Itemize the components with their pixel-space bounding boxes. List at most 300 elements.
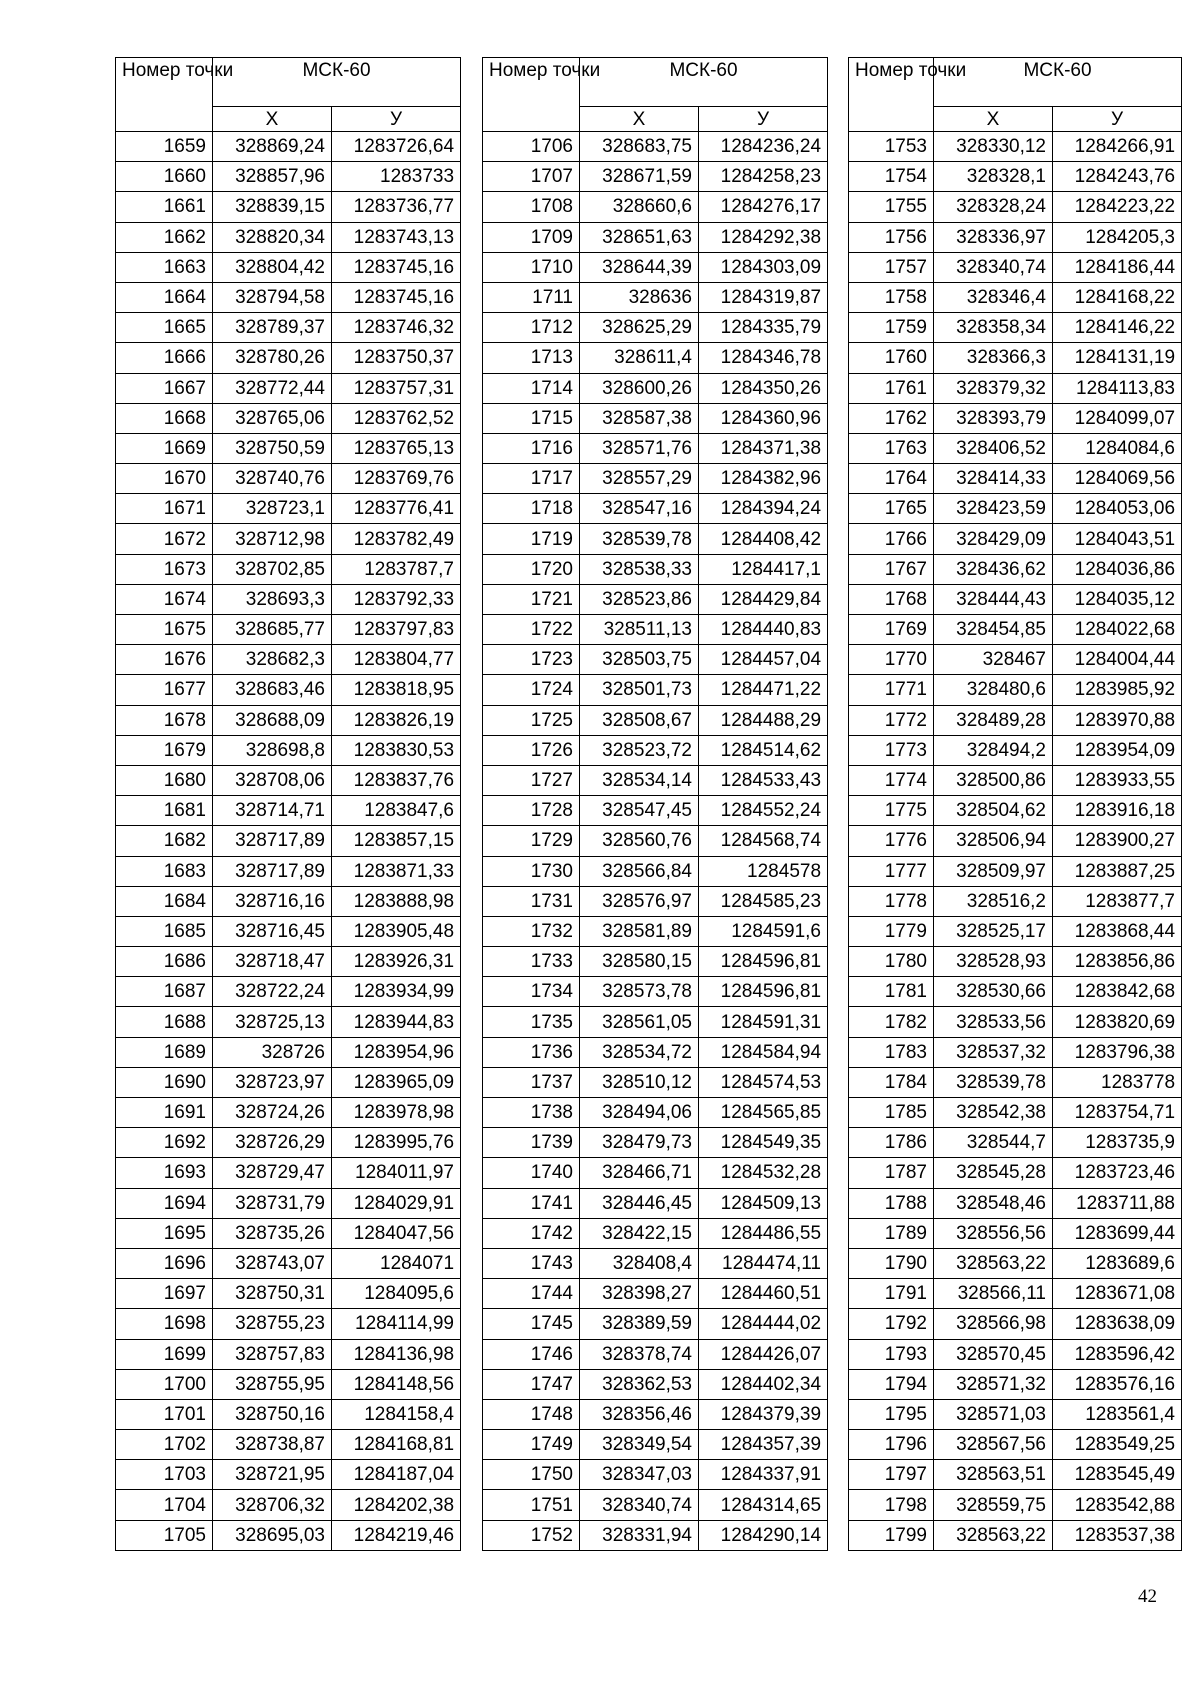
x-coordinate-cell: 328743,07 — [213, 1248, 332, 1278]
point-number-cell: 1793 — [849, 1339, 934, 1369]
y-coordinate-cell: 1283820,69 — [1053, 1007, 1182, 1037]
table-row — [483, 615, 828, 645]
point-number-cell: 1731 — [483, 886, 580, 916]
x-coordinate-cell: 328528,93 — [934, 947, 1053, 977]
x-coordinate-cell: 328539,78 — [934, 1067, 1053, 1097]
y-coordinate-cell: 1284276,17 — [699, 192, 828, 222]
point-number-cell: 1665 — [116, 313, 213, 343]
x-coordinate-cell: 328600,26 — [580, 373, 699, 403]
y-coordinate-cell: 1283877,7 — [1053, 886, 1182, 916]
point-number-cell: 1762 — [849, 403, 934, 433]
point-number-cell: 1708 — [483, 192, 580, 222]
x-coordinate-cell: 328547,45 — [580, 796, 699, 826]
x-coordinate-cell: 328429,09 — [934, 524, 1053, 554]
table-row — [116, 1098, 461, 1128]
point-number-cell: 1726 — [483, 735, 580, 765]
point-number-cell: 1679 — [116, 735, 213, 765]
y-coordinate-cell: 1284223,22 — [1053, 192, 1182, 222]
x-coordinate-cell: 328729,47 — [213, 1158, 332, 1188]
x-coordinate-cell: 328566,98 — [934, 1309, 1053, 1339]
x-coordinate-cell: 328559,75 — [934, 1490, 1053, 1520]
table-row — [116, 1218, 461, 1248]
y-coordinate-cell: 1283826,19 — [332, 705, 461, 735]
point-number-cell: 1767 — [849, 554, 934, 584]
table-row — [116, 826, 461, 856]
point-number-cell: 1683 — [116, 856, 213, 886]
point-number-cell: 1737 — [483, 1067, 580, 1097]
y-coordinate-cell: 1284596,81 — [699, 977, 828, 1007]
x-coordinate-cell: 328331,94 — [580, 1520, 699, 1550]
point-number-cell: 1662 — [116, 222, 213, 252]
point-number-cell: 1693 — [116, 1158, 213, 1188]
table-row — [116, 1399, 461, 1429]
table-row — [116, 1309, 461, 1339]
table-row — [116, 1007, 461, 1037]
table-row — [849, 1490, 1182, 1520]
y-coordinate-cell: 1283757,31 — [332, 373, 461, 403]
table-row — [116, 1128, 461, 1158]
table-row — [483, 645, 828, 675]
x-coordinate-cell: 328581,89 — [580, 916, 699, 946]
y-coordinate-cell: 1284186,44 — [1053, 252, 1182, 282]
x-coordinate-cell: 328436,62 — [934, 554, 1053, 584]
point-number-cell: 1727 — [483, 765, 580, 795]
y-coordinate-cell: 1284319,87 — [699, 282, 828, 312]
y-coordinate-cell: 1283778 — [1053, 1067, 1182, 1097]
table-row — [116, 856, 461, 886]
x-coordinate-cell: 328414,33 — [934, 464, 1053, 494]
table-row — [849, 343, 1182, 373]
table-row — [483, 675, 828, 705]
x-coordinate-cell: 328857,96 — [213, 162, 332, 192]
x-coordinate-cell: 328444,43 — [934, 584, 1053, 614]
y-coordinate-cell: 1284029,91 — [332, 1188, 461, 1218]
x-coordinate-cell: 328804,42 — [213, 252, 332, 282]
x-coordinate-cell: 328467 — [934, 645, 1053, 675]
point-number-cell: 1782 — [849, 1007, 934, 1037]
table-row — [849, 1339, 1182, 1369]
x-coordinate-cell: 328726 — [213, 1037, 332, 1067]
y-coordinate-cell: 1283985,92 — [1053, 675, 1182, 705]
x-coordinate-cell: 328358,34 — [934, 313, 1053, 343]
x-coordinate-cell: 328508,67 — [580, 705, 699, 735]
table-row — [483, 433, 828, 463]
point-number-cell: 1670 — [116, 464, 213, 494]
table-row — [849, 1218, 1182, 1248]
y-coordinate-cell: 1284457,04 — [699, 645, 828, 675]
table-row — [849, 796, 1182, 826]
point-number-cell: 1680 — [116, 765, 213, 795]
point-number-cell: 1754 — [849, 162, 934, 192]
table-row — [849, 584, 1182, 614]
table-row — [849, 433, 1182, 463]
table-row — [116, 464, 461, 494]
table-row — [849, 1520, 1182, 1550]
point-number-cell: 1787 — [849, 1158, 934, 1188]
header-row — [849, 58, 1182, 107]
table-row — [116, 1520, 461, 1550]
x-coordinate-cell: 328423,59 — [934, 494, 1053, 524]
x-coordinate-cell: 328479,73 — [580, 1128, 699, 1158]
x-coordinate-cell: 328336,97 — [934, 222, 1053, 252]
x-coordinate-cell: 328755,23 — [213, 1309, 332, 1339]
table-row — [849, 675, 1182, 705]
y-coordinate-cell: 1283905,48 — [332, 916, 461, 946]
y-coordinate-cell: 1284071 — [332, 1248, 461, 1278]
table-row — [483, 1279, 828, 1309]
x-coordinate-cell: 328393,79 — [934, 403, 1053, 433]
x-coordinate-cell: 328330,12 — [934, 132, 1053, 162]
x-coordinate-cell: 328685,77 — [213, 615, 332, 645]
y-header: У — [699, 107, 828, 132]
point-number-cell: 1716 — [483, 433, 580, 463]
table-row — [483, 1037, 828, 1067]
point-number-cell: 1702 — [116, 1430, 213, 1460]
y-coordinate-cell: 1283887,25 — [1053, 856, 1182, 886]
x-coordinate-cell: 328683,46 — [213, 675, 332, 705]
table-body — [483, 132, 828, 1551]
x-coordinate-cell: 328839,15 — [213, 192, 332, 222]
table-row — [483, 373, 828, 403]
table-row — [483, 282, 828, 312]
point-number-cell: 1719 — [483, 524, 580, 554]
y-coordinate-cell: 1283916,18 — [1053, 796, 1182, 826]
y-coordinate-cell: 1284158,4 — [332, 1399, 461, 1429]
table-row — [483, 916, 828, 946]
y-coordinate-cell: 1283545,49 — [1053, 1460, 1182, 1490]
y-coordinate-cell: 1284591,6 — [699, 916, 828, 946]
y-coordinate-cell: 1283842,68 — [1053, 977, 1182, 1007]
x-coordinate-cell: 328489,28 — [934, 705, 1053, 735]
point-number-cell: 1756 — [849, 222, 934, 252]
x-coordinate-cell: 328651,63 — [580, 222, 699, 252]
x-coordinate-cell: 328504,62 — [934, 796, 1053, 826]
y-coordinate-cell: 1284532,28 — [699, 1158, 828, 1188]
table-row — [116, 584, 461, 614]
coordinate-table-3 — [848, 57, 1182, 1551]
point-number-cell: 1733 — [483, 947, 580, 977]
table-row — [849, 132, 1182, 162]
point-number-cell: 1701 — [116, 1399, 213, 1429]
table-row — [116, 1339, 461, 1369]
y-coordinate-cell: 1284394,24 — [699, 494, 828, 524]
point-number-cell: 1718 — [483, 494, 580, 524]
y-coordinate-cell: 1283856,86 — [1053, 947, 1182, 977]
x-coordinate-cell: 328480,6 — [934, 675, 1053, 705]
point-number-cell: 1780 — [849, 947, 934, 977]
x-coordinate-cell: 328563,22 — [934, 1248, 1053, 1278]
y-coordinate-cell: 1283868,44 — [1053, 916, 1182, 946]
y-coordinate-cell: 1283804,77 — [332, 645, 461, 675]
x-coordinate-cell: 328725,13 — [213, 1007, 332, 1037]
x-coordinate-cell: 328644,39 — [580, 252, 699, 282]
point-number-header: Номер точки — [483, 58, 580, 132]
x-coordinate-cell: 328545,28 — [934, 1158, 1053, 1188]
x-coordinate-cell: 328408,4 — [580, 1248, 699, 1278]
y-coordinate-cell: 1284585,23 — [699, 886, 828, 916]
table-row — [116, 1369, 461, 1399]
point-number-cell: 1684 — [116, 886, 213, 916]
x-coordinate-cell: 328683,75 — [580, 132, 699, 162]
x-coordinate-cell: 328556,56 — [934, 1218, 1053, 1248]
table-body — [116, 132, 461, 1551]
table-row — [116, 977, 461, 1007]
point-number-cell: 1660 — [116, 162, 213, 192]
table-row — [116, 192, 461, 222]
table-row — [849, 1067, 1182, 1097]
x-coordinate-cell: 328571,03 — [934, 1399, 1053, 1429]
table-row — [116, 765, 461, 795]
table-row — [116, 343, 461, 373]
x-coordinate-cell: 328509,97 — [934, 856, 1053, 886]
point-number-cell: 1735 — [483, 1007, 580, 1037]
y-coordinate-cell: 1283726,64 — [332, 132, 461, 162]
x-coordinate-cell: 328362,53 — [580, 1369, 699, 1399]
y-coordinate-cell: 1284350,26 — [699, 373, 828, 403]
point-number-cell: 1690 — [116, 1067, 213, 1097]
table-row — [116, 313, 461, 343]
point-number-cell: 1732 — [483, 916, 580, 946]
x-coordinate-cell: 328750,16 — [213, 1399, 332, 1429]
point-number-cell: 1742 — [483, 1218, 580, 1248]
table-row — [483, 796, 828, 826]
point-number-cell: 1748 — [483, 1399, 580, 1429]
table-row — [116, 735, 461, 765]
table-row — [483, 856, 828, 886]
y-coordinate-cell: 1284022,68 — [1053, 615, 1182, 645]
x-coordinate-cell: 328547,16 — [580, 494, 699, 524]
point-number-cell: 1797 — [849, 1460, 934, 1490]
table-row — [116, 433, 461, 463]
y-coordinate-cell: 1284095,6 — [332, 1279, 461, 1309]
x-coordinate-cell: 328717,89 — [213, 856, 332, 886]
y-coordinate-cell: 1283596,42 — [1053, 1339, 1182, 1369]
table-row — [849, 856, 1182, 886]
point-number-cell: 1744 — [483, 1279, 580, 1309]
point-number-cell: 1667 — [116, 373, 213, 403]
point-number-cell: 1710 — [483, 252, 580, 282]
table-row — [849, 615, 1182, 645]
y-coordinate-cell: 1283796,38 — [1053, 1037, 1182, 1067]
y-coordinate-cell: 1283871,33 — [332, 856, 461, 886]
y-coordinate-cell: 1284043,51 — [1053, 524, 1182, 554]
y-coordinate-cell: 1284346,78 — [699, 343, 828, 373]
y-coordinate-cell: 1283954,96 — [332, 1037, 461, 1067]
table-row — [849, 765, 1182, 795]
x-header: Х — [213, 107, 332, 132]
x-coordinate-cell: 328422,15 — [580, 1218, 699, 1248]
x-coordinate-cell: 328378,74 — [580, 1339, 699, 1369]
point-number-cell: 1707 — [483, 162, 580, 192]
x-coordinate-cell: 328366,3 — [934, 343, 1053, 373]
y-coordinate-cell: 1284533,43 — [699, 765, 828, 795]
x-coordinate-cell: 328328,1 — [934, 162, 1053, 192]
y-coordinate-cell: 1283745,16 — [332, 282, 461, 312]
y-coordinate-cell: 1283723,46 — [1053, 1158, 1182, 1188]
coordinate-system-header: МСК-60 — [213, 58, 461, 107]
x-coordinate-cell: 328738,87 — [213, 1430, 332, 1460]
point-number-cell: 1745 — [483, 1309, 580, 1339]
y-coordinate-cell: 1284426,07 — [699, 1339, 828, 1369]
x-coordinate-cell: 328695,03 — [213, 1520, 332, 1550]
point-number-cell: 1676 — [116, 645, 213, 675]
x-coordinate-cell: 328560,76 — [580, 826, 699, 856]
y-coordinate-cell: 1284574,53 — [699, 1067, 828, 1097]
y-coordinate-cell: 1283736,77 — [332, 192, 461, 222]
table-row — [483, 1520, 828, 1550]
x-coordinate-cell: 328660,6 — [580, 192, 699, 222]
point-number-header: Номер точки — [116, 58, 213, 132]
point-number-cell: 1721 — [483, 584, 580, 614]
point-number-cell: 1770 — [849, 645, 934, 675]
y-coordinate-cell: 1283735,9 — [1053, 1128, 1182, 1158]
y-coordinate-cell: 1284314,65 — [699, 1490, 828, 1520]
point-number-cell: 1778 — [849, 886, 934, 916]
point-number-cell: 1794 — [849, 1369, 934, 1399]
y-coordinate-cell: 1284514,62 — [699, 735, 828, 765]
y-coordinate-cell: 1284486,55 — [699, 1218, 828, 1248]
y-coordinate-cell: 1283818,95 — [332, 675, 461, 705]
point-number-cell: 1789 — [849, 1218, 934, 1248]
table-row — [849, 1158, 1182, 1188]
x-coordinate-cell: 328525,17 — [934, 916, 1053, 946]
y-coordinate-cell: 1283965,09 — [332, 1067, 461, 1097]
y-coordinate-cell: 1284219,46 — [332, 1520, 461, 1550]
table-row — [849, 464, 1182, 494]
table-row — [483, 1399, 828, 1429]
y-coordinate-cell: 1283797,83 — [332, 615, 461, 645]
y-coordinate-cell: 1284205,3 — [1053, 222, 1182, 252]
y-coordinate-cell: 1284243,76 — [1053, 162, 1182, 192]
point-number-cell: 1711 — [483, 282, 580, 312]
x-coordinate-cell: 328625,29 — [580, 313, 699, 343]
point-number-cell: 1705 — [116, 1520, 213, 1550]
x-coordinate-cell: 328698,8 — [213, 735, 332, 765]
table-row — [483, 1128, 828, 1158]
x-coordinate-cell: 328501,73 — [580, 675, 699, 705]
table-row — [116, 1037, 461, 1067]
point-number-cell: 1772 — [849, 705, 934, 735]
y-coordinate-cell: 1283765,13 — [332, 433, 461, 463]
y-coordinate-cell: 1283711,88 — [1053, 1188, 1182, 1218]
table-row — [116, 1490, 461, 1520]
point-number-cell: 1766 — [849, 524, 934, 554]
y-coordinate-cell: 1283970,88 — [1053, 705, 1182, 735]
point-number-cell: 1692 — [116, 1128, 213, 1158]
table-row — [116, 222, 461, 252]
table-row — [849, 947, 1182, 977]
coordinate-system-header: МСК-60 — [580, 58, 828, 107]
table-row — [483, 977, 828, 1007]
point-number-cell: 1769 — [849, 615, 934, 645]
y-coordinate-cell: 1283995,76 — [332, 1128, 461, 1158]
point-number-cell: 1698 — [116, 1309, 213, 1339]
y-coordinate-cell: 1284578 — [699, 856, 828, 886]
point-number-cell: 1661 — [116, 192, 213, 222]
point-number-cell: 1791 — [849, 1279, 934, 1309]
y-coordinate-cell: 1283830,53 — [332, 735, 461, 765]
table-row — [849, 192, 1182, 222]
x-coordinate-cell: 328544,7 — [934, 1128, 1053, 1158]
table-row — [849, 373, 1182, 403]
x-coordinate-cell: 328731,79 — [213, 1188, 332, 1218]
y-coordinate-cell: 1284035,12 — [1053, 584, 1182, 614]
x-coordinate-cell: 328580,15 — [580, 947, 699, 977]
point-number-cell: 1768 — [849, 584, 934, 614]
table-row — [483, 735, 828, 765]
x-coordinate-cell: 328716,16 — [213, 886, 332, 916]
x-coordinate-cell: 328566,84 — [580, 856, 699, 886]
table-row — [116, 886, 461, 916]
y-coordinate-cell: 1284004,44 — [1053, 645, 1182, 675]
x-coordinate-cell: 328724,26 — [213, 1098, 332, 1128]
x-coordinate-cell: 328716,45 — [213, 916, 332, 946]
point-number-cell: 1760 — [849, 343, 934, 373]
table-row — [116, 252, 461, 282]
table-row — [116, 132, 461, 162]
table-row — [849, 1279, 1182, 1309]
point-number-cell: 1755 — [849, 192, 934, 222]
y-coordinate-cell: 1283542,88 — [1053, 1490, 1182, 1520]
y-coordinate-cell: 1283743,13 — [332, 222, 461, 252]
y-coordinate-cell: 1284549,35 — [699, 1128, 828, 1158]
y-coordinate-cell: 1283750,37 — [332, 343, 461, 373]
y-coordinate-cell: 1284113,83 — [1053, 373, 1182, 403]
header-row — [483, 58, 828, 107]
x-coordinate-cell: 328723,1 — [213, 494, 332, 524]
table-row — [483, 1218, 828, 1248]
point-number-cell: 1681 — [116, 796, 213, 826]
point-number-cell: 1688 — [116, 1007, 213, 1037]
y-coordinate-cell: 1284148,56 — [332, 1369, 461, 1399]
table-row — [849, 524, 1182, 554]
y-coordinate-cell: 1284131,19 — [1053, 343, 1182, 373]
y-coordinate-cell: 1284236,24 — [699, 132, 828, 162]
table-row — [483, 464, 828, 494]
x-coordinate-cell: 328722,24 — [213, 977, 332, 1007]
x-coordinate-cell: 328740,76 — [213, 464, 332, 494]
y-header: У — [1053, 107, 1182, 132]
y-coordinate-cell: 1283689,6 — [1053, 1248, 1182, 1278]
y-header: У — [332, 107, 461, 132]
point-number-cell: 1750 — [483, 1460, 580, 1490]
x-coordinate-cell: 328712,98 — [213, 524, 332, 554]
y-coordinate-cell: 1284053,06 — [1053, 494, 1182, 524]
table-row — [483, 1460, 828, 1490]
coordinate-table-2 — [482, 57, 828, 1551]
y-coordinate-cell: 1284084,6 — [1053, 433, 1182, 463]
table-row — [116, 947, 461, 977]
x-coordinate-cell: 328534,72 — [580, 1037, 699, 1067]
y-coordinate-cell: 1284568,74 — [699, 826, 828, 856]
x-coordinate-cell: 328794,58 — [213, 282, 332, 312]
y-coordinate-cell: 1284440,83 — [699, 615, 828, 645]
y-coordinate-cell: 1284382,96 — [699, 464, 828, 494]
point-number-cell: 1752 — [483, 1520, 580, 1550]
point-number-cell: 1763 — [849, 433, 934, 463]
point-number-cell: 1740 — [483, 1158, 580, 1188]
point-number-cell: 1723 — [483, 645, 580, 675]
point-number-cell: 1671 — [116, 494, 213, 524]
y-coordinate-cell: 1283745,16 — [332, 252, 461, 282]
header-row — [116, 58, 461, 107]
y-coordinate-cell: 1284596,81 — [699, 947, 828, 977]
y-coordinate-cell: 1284292,38 — [699, 222, 828, 252]
table-row — [849, 826, 1182, 856]
table-row — [849, 162, 1182, 192]
x-coordinate-cell: 328349,54 — [580, 1430, 699, 1460]
x-coordinate-cell: 328340,74 — [580, 1490, 699, 1520]
